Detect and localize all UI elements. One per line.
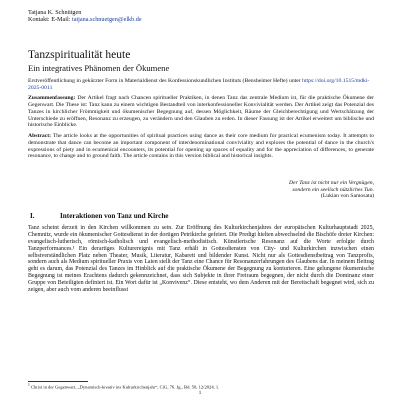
epigraph-line-2: sondern ein seelisch nützliches Tun. <box>292 186 374 193</box>
footnote <box>28 383 374 390</box>
publication-text: Erstveröffentlichung in gekürzter Form in Materialdienst des Konfessionskundlichen Instituts (Bensheimer Hefte) unter <box>28 77 303 84</box>
zusammenfassung-label: Zusammenfassung: <box>28 95 76 102</box>
epigraph-line-1: Der Tanz ist nicht nur ein Vergnügen, <box>288 180 374 187</box>
epigraph-attribution: (Lukian von Samosata) <box>320 193 374 200</box>
abstract-text: The article looks at the opportunities of spiritual practices using dance as their core medium for practical ecumenism today. It attempts to demonstrate that dance can become an important component of interdenominational conviviality and explores the potential of dance in the church's expressions of piety and in ecumenical encounters, its potential for opening up spaces of equality and for the appreciation of differences, to generate resonance, to change and to ground faith. The article contains in this version biblical and historical insights. <box>28 133 374 160</box>
contact-email-link[interactable]: tatjana.schnuetgen@elkb.de <box>72 16 142 24</box>
zusammenfassung <box>28 95 374 129</box>
footnote-rule <box>28 381 88 382</box>
paper-title: Tanzspiritualität heute <box>28 48 131 61</box>
abstract-label: Abstract: <box>28 133 52 140</box>
footnote-mark: 1 <box>28 383 30 387</box>
section-body: Tanz scheint derzeit in den Kirchen willkommen zu sein. Zur Eröffnung des Kulturkirchenjahres der europäischen Kulturhauptstadt 2025, Chemnitz, wurde ein ökumenischer Gottesdienst in der dortigen Petrikirche gefeiert. Die Predigt hielten abwechselnd die Bischöfe dreier Kirchen: evangelisch-lutherisch, römisch-katholisch und evangelisch-methodistisch. Künstlerische Resonanz auf die Worte erfolgte durch Tanzperformances.¹ Ein derartiges Kulturereignis mit Tanz erhält in Gottesdiensten von City- und Kulturkirchen inzwischen einen selbstverständlichen Platz neben Theater, Musik, Literatur, Kabarett und bildender Kunst. Nicht nur als Gottesdienstbeitrag von Tanzprofis, sondern auch als Medium spiritueller Praxis von Laien stellt der Tanz eine Chance für Resonanzerfahrungen des Glaubens dar. In meinem Beitrag geht es darum, das Potenzial des Tanzes im Hinblick auf die praktische Ökumene der Begegnung zu konturieren. Eine gelungene ökumenische Begegnung ist meines Erachtens dadurch gekennzeichnet, dass sich Subjekte in ihrer Freiraum begegnen, der nicht durch die Dominanz einer Gruppe von Beteiligten definiert ist. Ein Wort dafür ist „Konvivenz“. Diese entsteht, wo dem Anderen mit der Bereitschaft begegnet wird, sich zu zeigen, aber auch vom anderen beeinflusst <box>28 224 374 294</box>
contact-prefix: Kontakt: E-Mail: <box>28 16 72 24</box>
paper-subtitle: Ein integratives Phänomen der Ökumene <box>28 62 170 73</box>
abstract <box>28 133 374 160</box>
section-heading <box>28 212 374 221</box>
page-number: 1 <box>198 391 202 396</box>
epigraph <box>28 180 374 200</box>
doi-link[interactable]: https://doi.org/10.1515/mdki-2025-0011 <box>28 77 370 91</box>
author-name: Tatjana K. Schnütgen <box>28 9 82 16</box>
footnote-text: Christ in der Gegenwart, „Dynamisch-kreativ ins Kulturkirchenjahr“, CiG, 76. Jg., Bd. 50, 12/2024, 1. <box>29 384 220 390</box>
publication-note <box>28 78 374 92</box>
zusammenfassung-text: Der Artikel fragt nach Chancen spiritueller Praktiken, in denen Tanz das zentrale Medium ist, für die praktische Ökumene der Gegenwart. Die These ist: Tanz kann zu einem wichtigen Bestandteil von interkonfessioneller Konvivialität werden. Der Artikel zeigt das Potenzial des Tanzes in kirchlicher Frömmigkeit und ökumenischer Begegnung auf, dessen Möglichkeit, Räume der Gleichberechtigung und Wertschätzung der Unterschiede zu eröffnen, Resonanz zu erzeugen, zu verändern und den Glauben zu erden. In dieser Fassung ist der Artikel erweitert um biblische und historische Einblicke. <box>28 95 374 129</box>
section-number: I. <box>30 211 35 220</box>
contact-line <box>28 16 374 23</box>
section-title: Interaktionen von Tanz und Kirche <box>60 211 169 220</box>
